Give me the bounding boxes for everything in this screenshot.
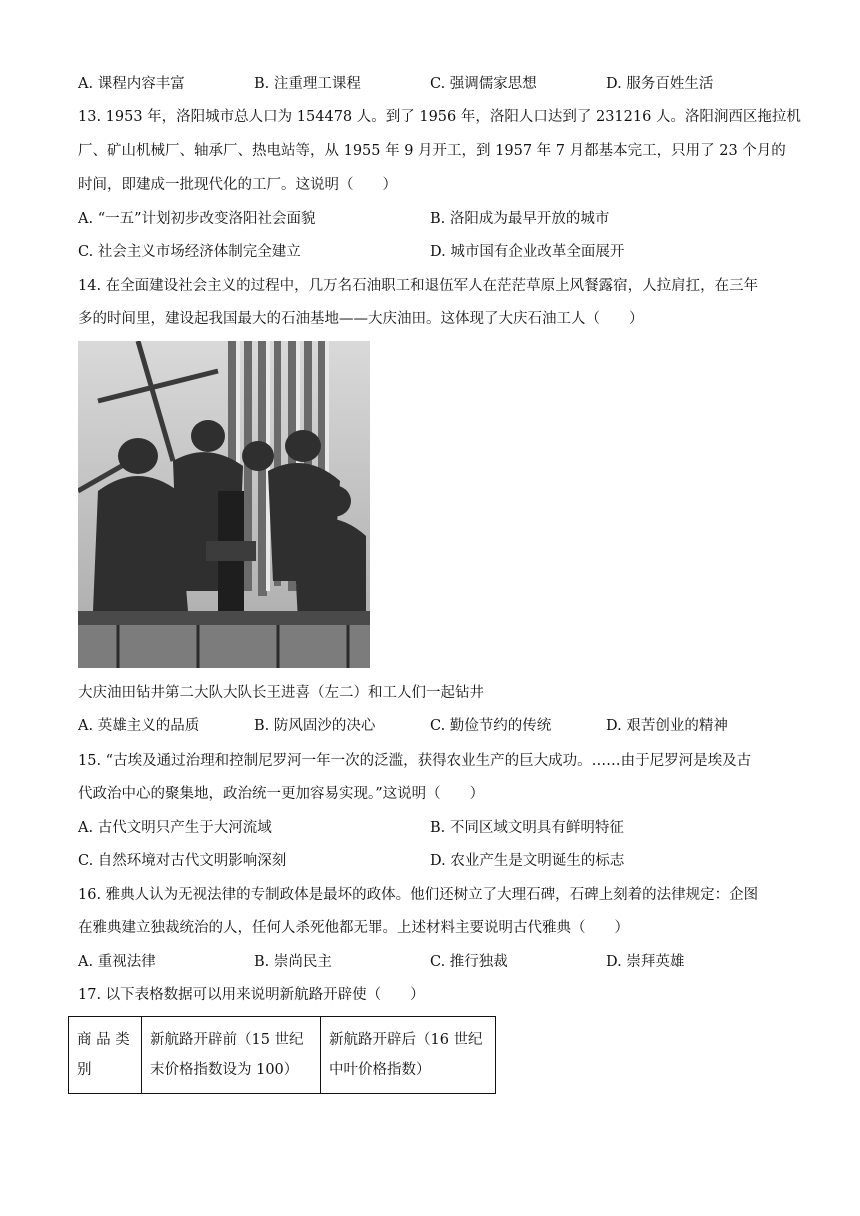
q16-option-b[interactable]: B. 崇尚民主 <box>254 954 332 970</box>
q15-option-c[interactable]: C. 自然环境对古代文明影响深刻 <box>78 853 287 869</box>
q12-option-a[interactable]: A. 课程内容丰富 <box>78 76 185 92</box>
q15-stem-line-2: 代政治中心的聚集地，政治统一更加容易实现。”这说明（ ） <box>78 786 485 802</box>
q15-option-b[interactable]: B. 不同区域文明具有鲜明特征 <box>430 820 624 836</box>
q17-stem: 17. 以下表格数据可以用来说明新航路开辟使（ ） <box>78 987 425 1003</box>
q14-option-c[interactable]: C. 勤俭节约的传统 <box>430 718 552 734</box>
q14-stem-line-1: 14. 在全面建设社会主义的过程中，几万名石油职工和退伍军人在茫茫草原上风餐露宿，人拉肩扛，在三年 <box>78 278 759 294</box>
q14-option-d[interactable]: D. 艰苦创业的精神 <box>606 718 728 734</box>
q13-stem-line-2: 厂、矿山机械厂、轴承厂、热电站等，从 1955 年 9 月开工，到 1957 年 7 月都基本完工，只用了 23 个月的 <box>78 143 786 159</box>
q13-stem-line-3: 时间，即建成一批现代化的工厂。这说明（ ） <box>78 177 397 193</box>
q16-option-a[interactable]: A. 重视法律 <box>78 954 156 970</box>
q15-option-a[interactable]: A. 古代文明只产生于大河流域 <box>78 820 272 836</box>
table-header-row <box>69 1017 496 1094</box>
q12-option-d[interactable]: D. 服务百姓生活 <box>606 76 714 92</box>
price-index-table <box>68 1016 496 1094</box>
q16-option-c[interactable]: C. 推行独裁 <box>430 954 508 970</box>
q13-option-b[interactable]: B. 洛阳成为最早开放的城市 <box>430 211 610 227</box>
photo-caption: 大庆油田钻井第二大队大队长王进喜（左二）和工人们一起钻井 <box>78 685 484 701</box>
q14-stem-line-2: 多的时间里，建设起我国最大的石油基地——大庆油田。这体现了大庆石油工人（ ） <box>78 311 644 327</box>
q12-option-b[interactable]: B. 注重理工课程 <box>254 76 361 92</box>
table-header-category: 商 品 类 别 <box>69 1017 142 1094</box>
q15-stem-line-1: 15. “古埃及通过治理和控制尼罗河一年一次的泛滥，获得农业生产的巨大成功。……由于尼罗河是埃及古 <box>78 753 752 769</box>
q15-option-d[interactable]: D. 农业产生是文明诞生的标志 <box>430 853 625 869</box>
q14-option-b[interactable]: B. 防风固沙的决心 <box>254 718 376 734</box>
q16-option-d[interactable]: D. 崇拜英雄 <box>606 954 685 970</box>
q16-stem-line-1: 16. 雅典人认为无视法律的专制政体是最坏的政体。他们还树立了大理石碑，石碑上刻着的法律规定：企图 <box>78 887 759 903</box>
q16-stem-line-2: 在雅典建立独裁统治的人，任何人杀死他都无罪。上述材料主要说明古代雅典（ ） <box>78 920 629 936</box>
q14-option-a[interactable]: A. 英雄主义的品质 <box>78 718 200 734</box>
q13-option-c[interactable]: C. 社会主义市场经济体制完全建立 <box>78 244 301 260</box>
table-header-after: 新航路开辟后（16 世纪中叶价格指数） <box>321 1017 496 1094</box>
q12-option-c[interactable]: C. 强调儒家思想 <box>430 76 537 92</box>
q13-option-a[interactable]: A. “一五”计划初步改变洛阳社会面貌 <box>78 211 316 227</box>
q13-option-d[interactable]: D. 城市国有企业改革全面展开 <box>430 244 625 260</box>
q13-stem-line-1: 13. 1953 年，洛阳城市总人口为 154478 人。到了 1956 年，洛阳人口达到了 231216 人。洛阳涧西区拖拉机 <box>78 109 801 125</box>
table-header-before: 新航路开辟前（15 世纪末价格指数设为 100） <box>142 1017 321 1094</box>
oil-well-drilling-photo <box>78 341 370 668</box>
